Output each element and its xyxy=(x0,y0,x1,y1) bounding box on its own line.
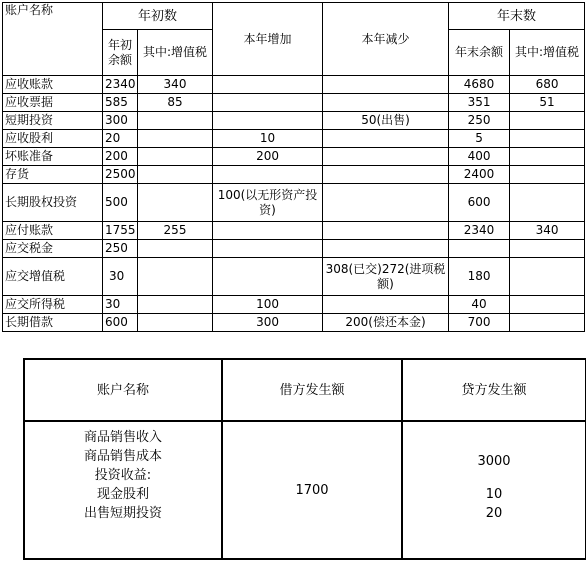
end-vat-cell xyxy=(510,184,585,222)
header-year-end: 年末数 xyxy=(449,3,585,30)
begin-balance-cell: 2340 xyxy=(103,76,138,94)
account-item: 商品销售收入 xyxy=(83,430,162,445)
header-end-balance: 年末余额 xyxy=(449,30,510,76)
begin-vat-cell xyxy=(138,258,213,296)
account-name-cell: 应收账款 xyxy=(3,76,103,94)
decrease-cell: 308(已交)272(进项税额) xyxy=(323,258,449,296)
header-begin-balance: 年初余额 xyxy=(103,30,138,76)
end-balance-cell: 2340 xyxy=(449,222,510,240)
increase-cell xyxy=(213,166,323,184)
account-item: 现金股利 xyxy=(96,487,149,502)
end-balance-cell: 250 xyxy=(449,112,510,130)
end-balance-cell: 351 xyxy=(449,94,510,112)
end-balance-cell: 600 xyxy=(449,184,510,222)
begin-balance-cell: 30 xyxy=(103,296,138,314)
account-name-cell: 长期借款 xyxy=(3,314,103,332)
decrease-cell xyxy=(323,76,449,94)
begin-vat-cell: 255 xyxy=(138,222,213,240)
account-item: 商品销售成本 xyxy=(83,449,162,464)
begin-balance-cell: 2500 xyxy=(103,166,138,184)
decrease-cell xyxy=(323,130,449,148)
account-name-cell: 应收股利 xyxy=(3,130,103,148)
end-vat-cell: 51 xyxy=(510,94,585,112)
header-year-begin: 年初数 xyxy=(103,3,213,30)
increase-cell xyxy=(213,76,323,94)
increase-cell xyxy=(213,112,323,130)
begin-vat-cell xyxy=(138,296,213,314)
begin-vat-cell xyxy=(138,148,213,166)
decrease-cell: 50(出售) xyxy=(323,112,449,130)
increase-cell xyxy=(213,258,323,296)
income-table xyxy=(23,358,586,560)
header-decrease: 本年减少 xyxy=(323,3,449,76)
end-balance-cell xyxy=(449,240,510,258)
decrease-cell xyxy=(323,296,449,314)
decrease-cell xyxy=(323,222,449,240)
end-vat-cell xyxy=(510,166,585,184)
end-balance-cell: 40 xyxy=(449,296,510,314)
begin-balance-cell: 500 xyxy=(103,184,138,222)
begin-balance-cell: 1755 xyxy=(103,222,138,240)
begin-vat-cell xyxy=(138,130,213,148)
begin-balance-cell: 585 xyxy=(103,94,138,112)
increase-cell: 100(以无形资产投资) xyxy=(213,184,323,222)
header-account-name-2: 账户名称 xyxy=(24,359,222,421)
account-name-cell: 应交税金 xyxy=(3,240,103,258)
table-row xyxy=(3,258,585,296)
account-name-cell: 应付账款 xyxy=(3,222,103,240)
end-balance-cell: 4680 xyxy=(449,76,510,94)
begin-balance-cell: 250 xyxy=(103,240,138,258)
end-balance-cell: 400 xyxy=(449,148,510,166)
end-vat-cell xyxy=(510,130,585,148)
increase-cell xyxy=(213,94,323,112)
account-name-cell: 应交增值税 xyxy=(3,258,103,296)
account-item: 投资收益: xyxy=(94,468,152,483)
end-vat-cell: 680 xyxy=(510,76,585,94)
increase-cell: 10 xyxy=(213,130,323,148)
account-name-cell: 长期股权投资 xyxy=(3,184,103,222)
increase-cell: 200 xyxy=(213,148,323,166)
begin-vat-cell: 340 xyxy=(138,76,213,94)
begin-balance-cell: 200 xyxy=(103,148,138,166)
credit-amount: 10 xyxy=(485,487,503,502)
account-name-cell: 坏账准备 xyxy=(3,148,103,166)
header-begin-vat: 其中:增值税 xyxy=(138,30,213,76)
table-row xyxy=(3,222,585,240)
end-balance-cell: 5 xyxy=(449,130,510,148)
header-debit: 借方发生额 xyxy=(222,359,402,421)
account-items-cell xyxy=(24,421,222,559)
header-end-vat: 其中:增值税 xyxy=(510,30,585,76)
credit-amount: 20 xyxy=(485,506,503,521)
account-name-cell: 应交所得税 xyxy=(3,296,103,314)
begin-vat-cell xyxy=(138,314,213,332)
end-vat-cell xyxy=(510,296,585,314)
table-row xyxy=(3,314,585,332)
increase-cell: 100 xyxy=(213,296,323,314)
account-item: 出售短期投资 xyxy=(83,506,162,521)
begin-balance-cell: 300 xyxy=(103,112,138,130)
end-balance-cell: 700 xyxy=(449,314,510,332)
account-name-cell: 存货 xyxy=(3,166,103,184)
balance-change-table xyxy=(2,2,585,332)
increase-cell xyxy=(213,222,323,240)
decrease-cell xyxy=(323,148,449,166)
credit-cell xyxy=(402,421,586,559)
end-vat-cell xyxy=(510,314,585,332)
account-name-cell: 短期投资 xyxy=(3,112,103,130)
begin-balance-cell: 20 xyxy=(103,130,138,148)
end-vat-cell xyxy=(510,148,585,166)
table-row xyxy=(3,130,585,148)
decrease-cell xyxy=(323,184,449,222)
credit-amount: 3000 xyxy=(477,454,511,469)
begin-vat-cell xyxy=(138,112,213,130)
table-row xyxy=(3,112,585,130)
end-balance-cell: 2400 xyxy=(449,166,510,184)
debit-amount: 1700 xyxy=(295,482,329,498)
end-balance-cell: 180 xyxy=(449,258,510,296)
table-row xyxy=(3,166,585,184)
header-credit: 贷方发生额 xyxy=(402,359,586,421)
end-vat-cell xyxy=(510,112,585,130)
decrease-cell xyxy=(323,166,449,184)
decrease-cell: 200(偿还本金) xyxy=(323,314,449,332)
header-increase: 本年增加 xyxy=(213,3,323,76)
table-row xyxy=(3,76,585,94)
increase-cell xyxy=(213,240,323,258)
begin-balance-cell: 30 xyxy=(103,258,138,296)
decrease-cell xyxy=(323,240,449,258)
table-row xyxy=(3,184,585,222)
debit-cell xyxy=(222,421,402,559)
begin-vat-cell: 85 xyxy=(138,94,213,112)
end-vat-cell: 340 xyxy=(510,222,585,240)
begin-vat-cell xyxy=(138,166,213,184)
header-account-name: 账户名称 xyxy=(3,3,103,76)
begin-vat-cell xyxy=(138,184,213,222)
table-row xyxy=(3,296,585,314)
account-name-cell: 应收票据 xyxy=(3,94,103,112)
decrease-cell xyxy=(323,94,449,112)
end-vat-cell xyxy=(510,258,585,296)
increase-cell: 300 xyxy=(213,314,323,332)
table-row xyxy=(3,240,585,258)
table-row xyxy=(3,94,585,112)
table-row xyxy=(3,148,585,166)
begin-vat-cell xyxy=(138,240,213,258)
begin-balance-cell: 600 xyxy=(103,314,138,332)
end-vat-cell xyxy=(510,240,585,258)
